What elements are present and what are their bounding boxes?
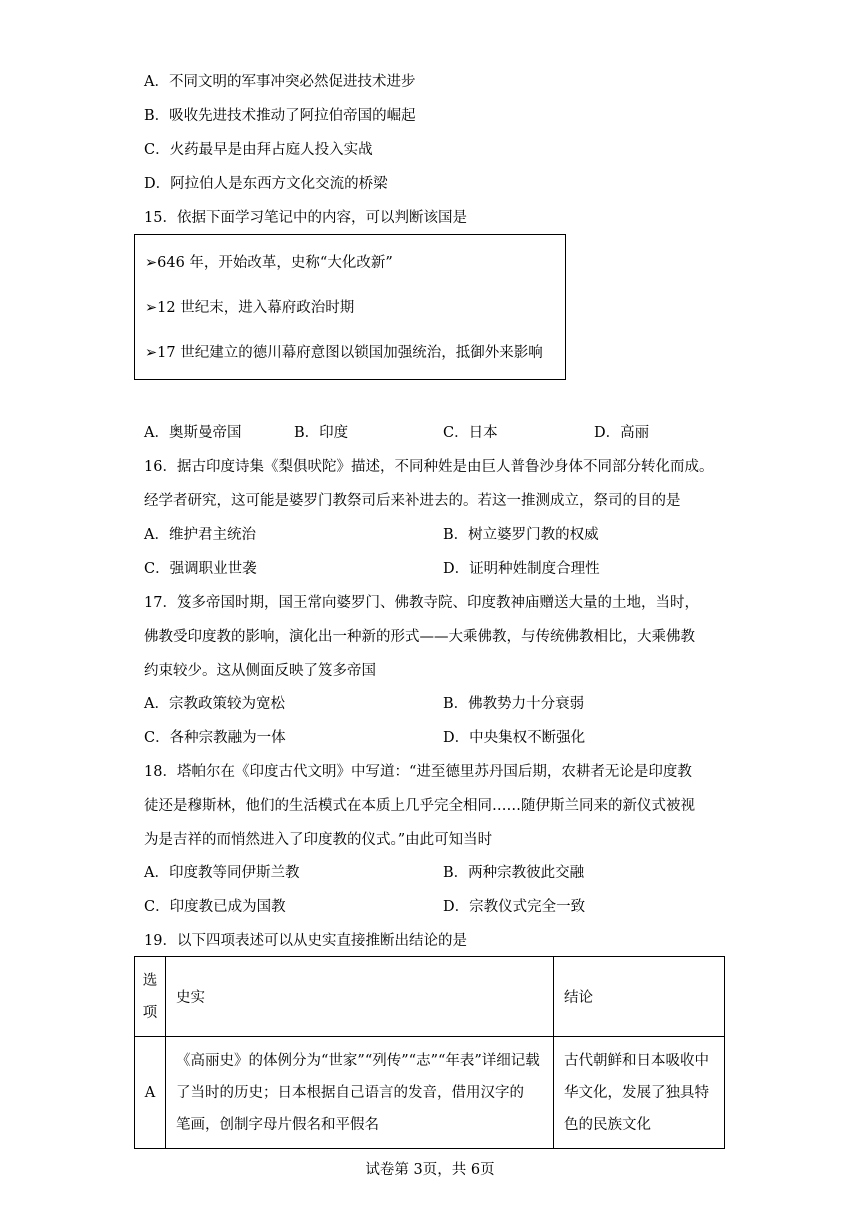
q17-option-b: B．佛教势力十分衰弱 [443,696,585,712]
q18-stem-line: 徒还是穆斯林，他们的生活模式在本质上几乎完全相同……随伊斯兰同来的新仪式被视 [144,798,695,814]
page-footer: 试卷第 3页，共 6页 [365,1162,495,1178]
q16-option-c: C．强调职业世袭 [144,561,257,577]
q17-stem-line: 17．笈多帝国时期，国王常向婆罗门、佛教寺院、印度教神庙赠送大量的土地，当时， [144,595,699,611]
q16-option-d: D．证明种姓制度合理性 [443,561,600,577]
q18-option-d: D．宗教仪式完全一致 [443,899,586,915]
q14-option-a: A．不同文明的军事冲突必然促进技术进步 [144,74,416,90]
q17-option-c: C．各种宗教融为一体 [144,730,286,746]
note-item: ➢12 世纪末，进入幕府政治时期 [145,300,355,316]
row-fact: 《高丽史》的体例分为“世家”“列传”“志”“年表”详细记载 了当时的历史；日本根据自己语言的发音，借用汉字的 笔画，创制字母片假名和平假名 [166,1037,554,1149]
q16-stem-line: 经学者研究，这可能是婆罗门教祭司后来补进去的。若这一推测成立，祭司的目的是 [144,493,681,509]
q14-option-d: D．阿拉伯人是东西方文化交流的桥梁 [144,176,388,192]
q18-stem-line: 18．塔帕尔在《印度古代文明》中写道：“进至德里苏丹国后期，农耕者无论是印度教 [144,764,692,780]
q15-option-d: D．高丽 [594,425,650,441]
row-conclusion: 古代朝鲜和日本吸收中 华文化，发展了独具特 色的民族文化 [554,1037,725,1149]
q17-option-d: D．中央集权不断强化 [443,730,586,746]
table-header-row [135,957,725,1037]
q17-option-a: A．宗教政策较为宽松 [144,696,285,712]
q16-option-a: A．维护君主统治 [144,527,256,543]
header-option: 选 项 [135,957,166,1037]
q19-stem: 19．以下四项表述可以从史实直接推断出结论的是 [144,933,467,949]
q18-option-b: B．两种宗教彼此交融 [443,865,585,881]
q17-stem-line: 佛教受印度教的影响，演化出一种新的形式——大乘佛教，与传统佛教相比，大乘佛教 [144,629,695,645]
row-option: A [135,1037,166,1149]
q19-table [134,956,725,1149]
q15-option-b: B．印度 [294,425,349,441]
q14-option-c: C．火药最早是由拜占庭人投入实战 [144,142,373,158]
q18-stem-line: 为是吉祥的而悄然进入了印度教的仪式。”由此可知当时 [144,832,493,848]
q16-option-b: B．树立婆罗门教的权威 [443,527,599,543]
table-row [135,1037,725,1149]
header-fact: 史实 [166,957,554,1037]
q15-stem: 15．依据下面学习笔记中的内容，可以判断该国是 [144,210,467,226]
header-conclusion: 结论 [554,957,725,1037]
study-notes-box [134,234,566,380]
q15-option-c: C．日本 [443,425,498,441]
q14-option-b: B．吸收先进技术推动了阿拉伯帝国的崛起 [144,108,416,124]
q18-option-c: C．印度教已成为国教 [144,899,286,915]
note-item: ➢17 世纪建立的德川幕府意图以锁国加强统治，抵御外来影响 [145,345,543,361]
q18-option-a: A．印度教等同伊斯兰教 [144,865,300,881]
q15-option-a: A．奥斯曼帝国 [144,425,242,441]
note-item: ➢646 年，开始改革，史称“大化改新” [145,255,393,271]
q17-stem-line: 约束较少。这从侧面反映了笈多帝国 [144,663,376,679]
q16-stem-line: 16．据古印度诗集《梨俱吠陀》描述，不同种姓是由巨人普鲁沙身体不同部分转化而成。 [144,459,714,475]
